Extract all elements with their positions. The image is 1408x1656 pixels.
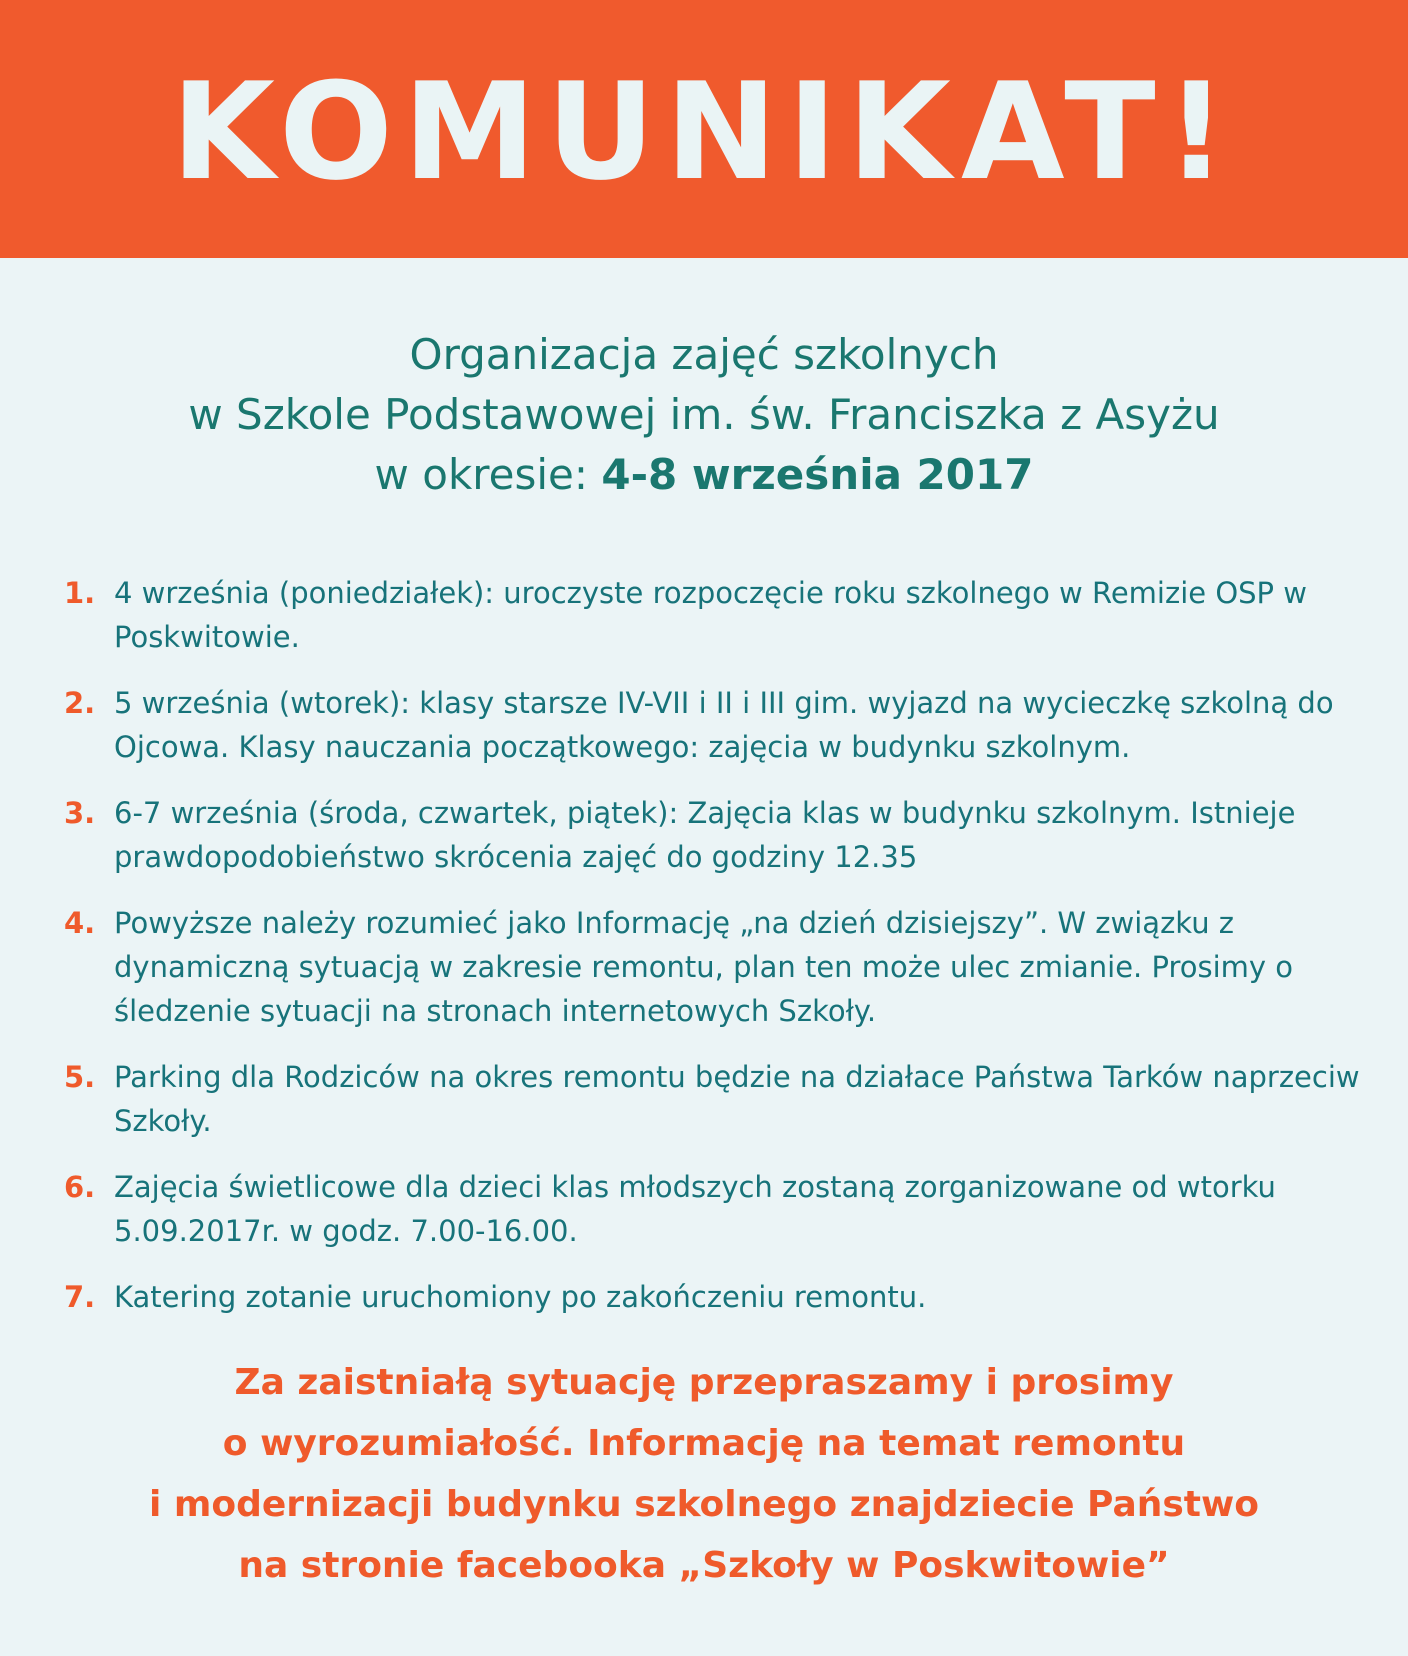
subtitle-line-1: Organizacja zajęć szkolnych — [409, 330, 999, 379]
closing-statement — [0, 1352, 1408, 1596]
closing-line-2: o wyrozumiałość. Informację na temat remontu — [222, 1423, 1186, 1464]
item-text: Katering zotanie uruchomiony po zakończeniu remontu. — [114, 1280, 927, 1314]
list-item — [58, 1165, 1378, 1253]
announcement-subtitle — [0, 325, 1408, 505]
list-item — [58, 1055, 1378, 1143]
closing-line-4: na stronie facebooka „Szkoły w Poskwitowie” — [238, 1545, 1170, 1586]
period-date: 4-8 września 2017 — [601, 450, 1034, 499]
item-number: 4. — [64, 906, 96, 940]
list-item — [58, 681, 1378, 769]
list-item — [58, 571, 1378, 659]
item-number: 3. — [64, 796, 96, 830]
item-number: 6. — [64, 1170, 96, 1204]
item-text: Parking dla Rodziców na okres remontu będzie na działace Państwa Tarków naprzeciw Szkoły. — [114, 1060, 1360, 1138]
schedule-list — [58, 571, 1378, 1341]
item-number: 7. — [64, 1280, 96, 1314]
page-title: KOMUNIKAT! — [171, 54, 1237, 210]
period-label: w okresie: — [374, 450, 602, 499]
list-item — [58, 901, 1378, 1033]
header-banner — [0, 0, 1408, 258]
list-item — [58, 1275, 1378, 1319]
list-item — [58, 791, 1378, 879]
subtitle-line-3 — [0, 445, 1408, 505]
item-text: 4 września (poniedziałek): uroczyste rozpoczęcie roku szkolnego w Remizie OSP w Poskwitowie. — [114, 576, 1307, 654]
item-text: 6-7 września (środa, czwartek, piątek): Zajęcia klas w budynku szkolnym. Istnieje prawdopodobieństwo skrócenia zajęć do godziny 12.35 — [114, 796, 1296, 874]
item-number: 5. — [64, 1060, 96, 1094]
item-number: 1. — [64, 576, 96, 610]
closing-line-1: Za zaistniałą sytuację przepraszamy i prosimy — [234, 1362, 1174, 1403]
item-number: 2. — [64, 686, 96, 720]
item-text: Zajęcia świetlicowe dla dzieci klas młodszych zostaną zorganizowane od wtorku 5.09.2017r. w godz. 7.00-16.00. — [114, 1170, 1276, 1248]
subtitle-line-2: w Szkole Podstawowej im. św. Franciszka z Asyżu — [188, 390, 1220, 439]
item-text: 5 września (wtorek): klasy starsze IV-VII i II i III gim. wyjazd na wycieczkę szkolną do Ojcowa. Klasy nauczania początkowego: zajęcia w budynku szkolnym. — [114, 686, 1334, 764]
closing-line-3: i modernizacji budynku szkolnego znajdziecie Państwo — [149, 1484, 1259, 1525]
item-text: Powyższe należy rozumieć jako Informację „na dzień dzisiejszy”. W związku z dynamiczną sytuacją w zakresie remontu, plan ten może ulec zmianie. Prosimy o śledzenie sytuacji na stronach internetowych Szkoły. — [114, 906, 1294, 1028]
